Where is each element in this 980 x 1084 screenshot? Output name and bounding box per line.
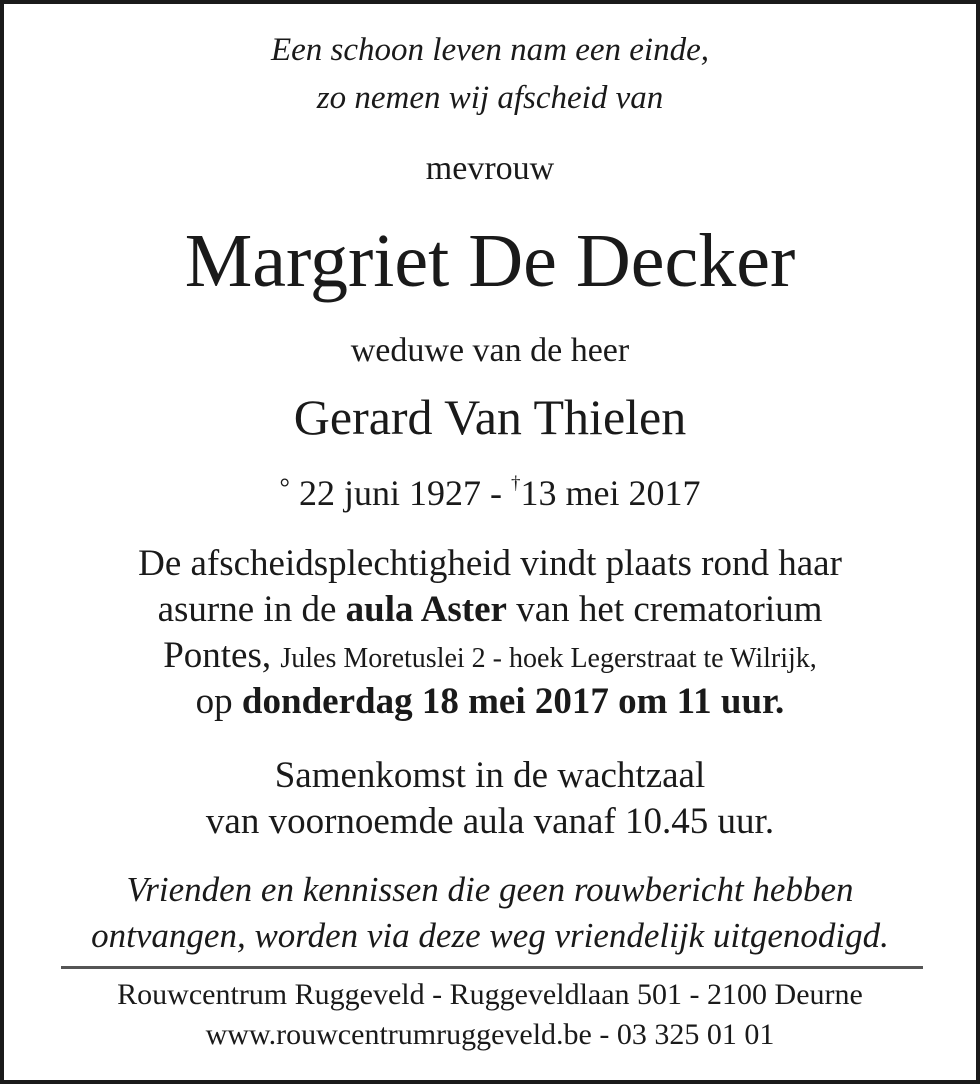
ceremony-text: op bbox=[195, 681, 242, 722]
ceremony-text: asurne in de bbox=[157, 589, 346, 630]
invitation-line-1: Vrienden en kennissen die geen rouwbericht hebben bbox=[126, 870, 854, 909]
birth-date: 22 juni 1927 bbox=[298, 473, 481, 513]
date-separator: - bbox=[480, 473, 511, 513]
intro-line-2: zo nemen wij afscheid van bbox=[316, 80, 664, 116]
honorific: mevrouw bbox=[425, 150, 555, 187]
funeral-home-contact: www.rouwcentrumruggeveld.be - 03 325 01 01 bbox=[205, 1018, 775, 1051]
ceremony-text: van het crematorium bbox=[506, 589, 823, 630]
deceased-name: Margriet De Decker bbox=[184, 219, 796, 303]
ceremony-line-3 bbox=[4, 634, 976, 677]
life-dates bbox=[4, 472, 976, 514]
widow-of-label: weduwe van de heer bbox=[350, 332, 630, 369]
death-symbol: † bbox=[510, 473, 521, 494]
intro-line-1: Een schoon leven nam een einde, bbox=[271, 32, 709, 68]
birth-symbol: ° bbox=[279, 473, 290, 502]
spouse-name: Gerard Van Thielen bbox=[293, 389, 687, 445]
ceremony-line-2 bbox=[4, 588, 976, 631]
ceremony-line-4 bbox=[4, 680, 976, 723]
meeting-line-2: van voornoemde aula vanaf 10.45 uur. bbox=[205, 801, 775, 842]
footer-divider bbox=[61, 966, 923, 969]
death-date: 13 mei 2017 bbox=[520, 473, 701, 513]
ceremony-address: Jules Moretuslei 2 - hoek Legerstraat te Wilrijk, bbox=[280, 643, 817, 674]
ceremony-hall: aula Aster bbox=[345, 589, 507, 630]
ceremony-datetime: donderdag 18 mei 2017 om 11 uur. bbox=[241, 681, 785, 722]
ceremony-line-1: De afscheidsplechtigheid vindt plaats rond haar bbox=[138, 543, 842, 584]
invitation-line-2: ontvangen, worden via deze weg vriendelijk uitgenodigd. bbox=[91, 916, 889, 955]
meeting-line-1: Samenkomst in de wachtzaal bbox=[274, 755, 706, 796]
funeral-home-address: Rouwcentrum Ruggeveld - Ruggeveldlaan 501 - 2100 Deurne bbox=[117, 978, 863, 1011]
ceremony-venue: Pontes, bbox=[163, 635, 281, 676]
